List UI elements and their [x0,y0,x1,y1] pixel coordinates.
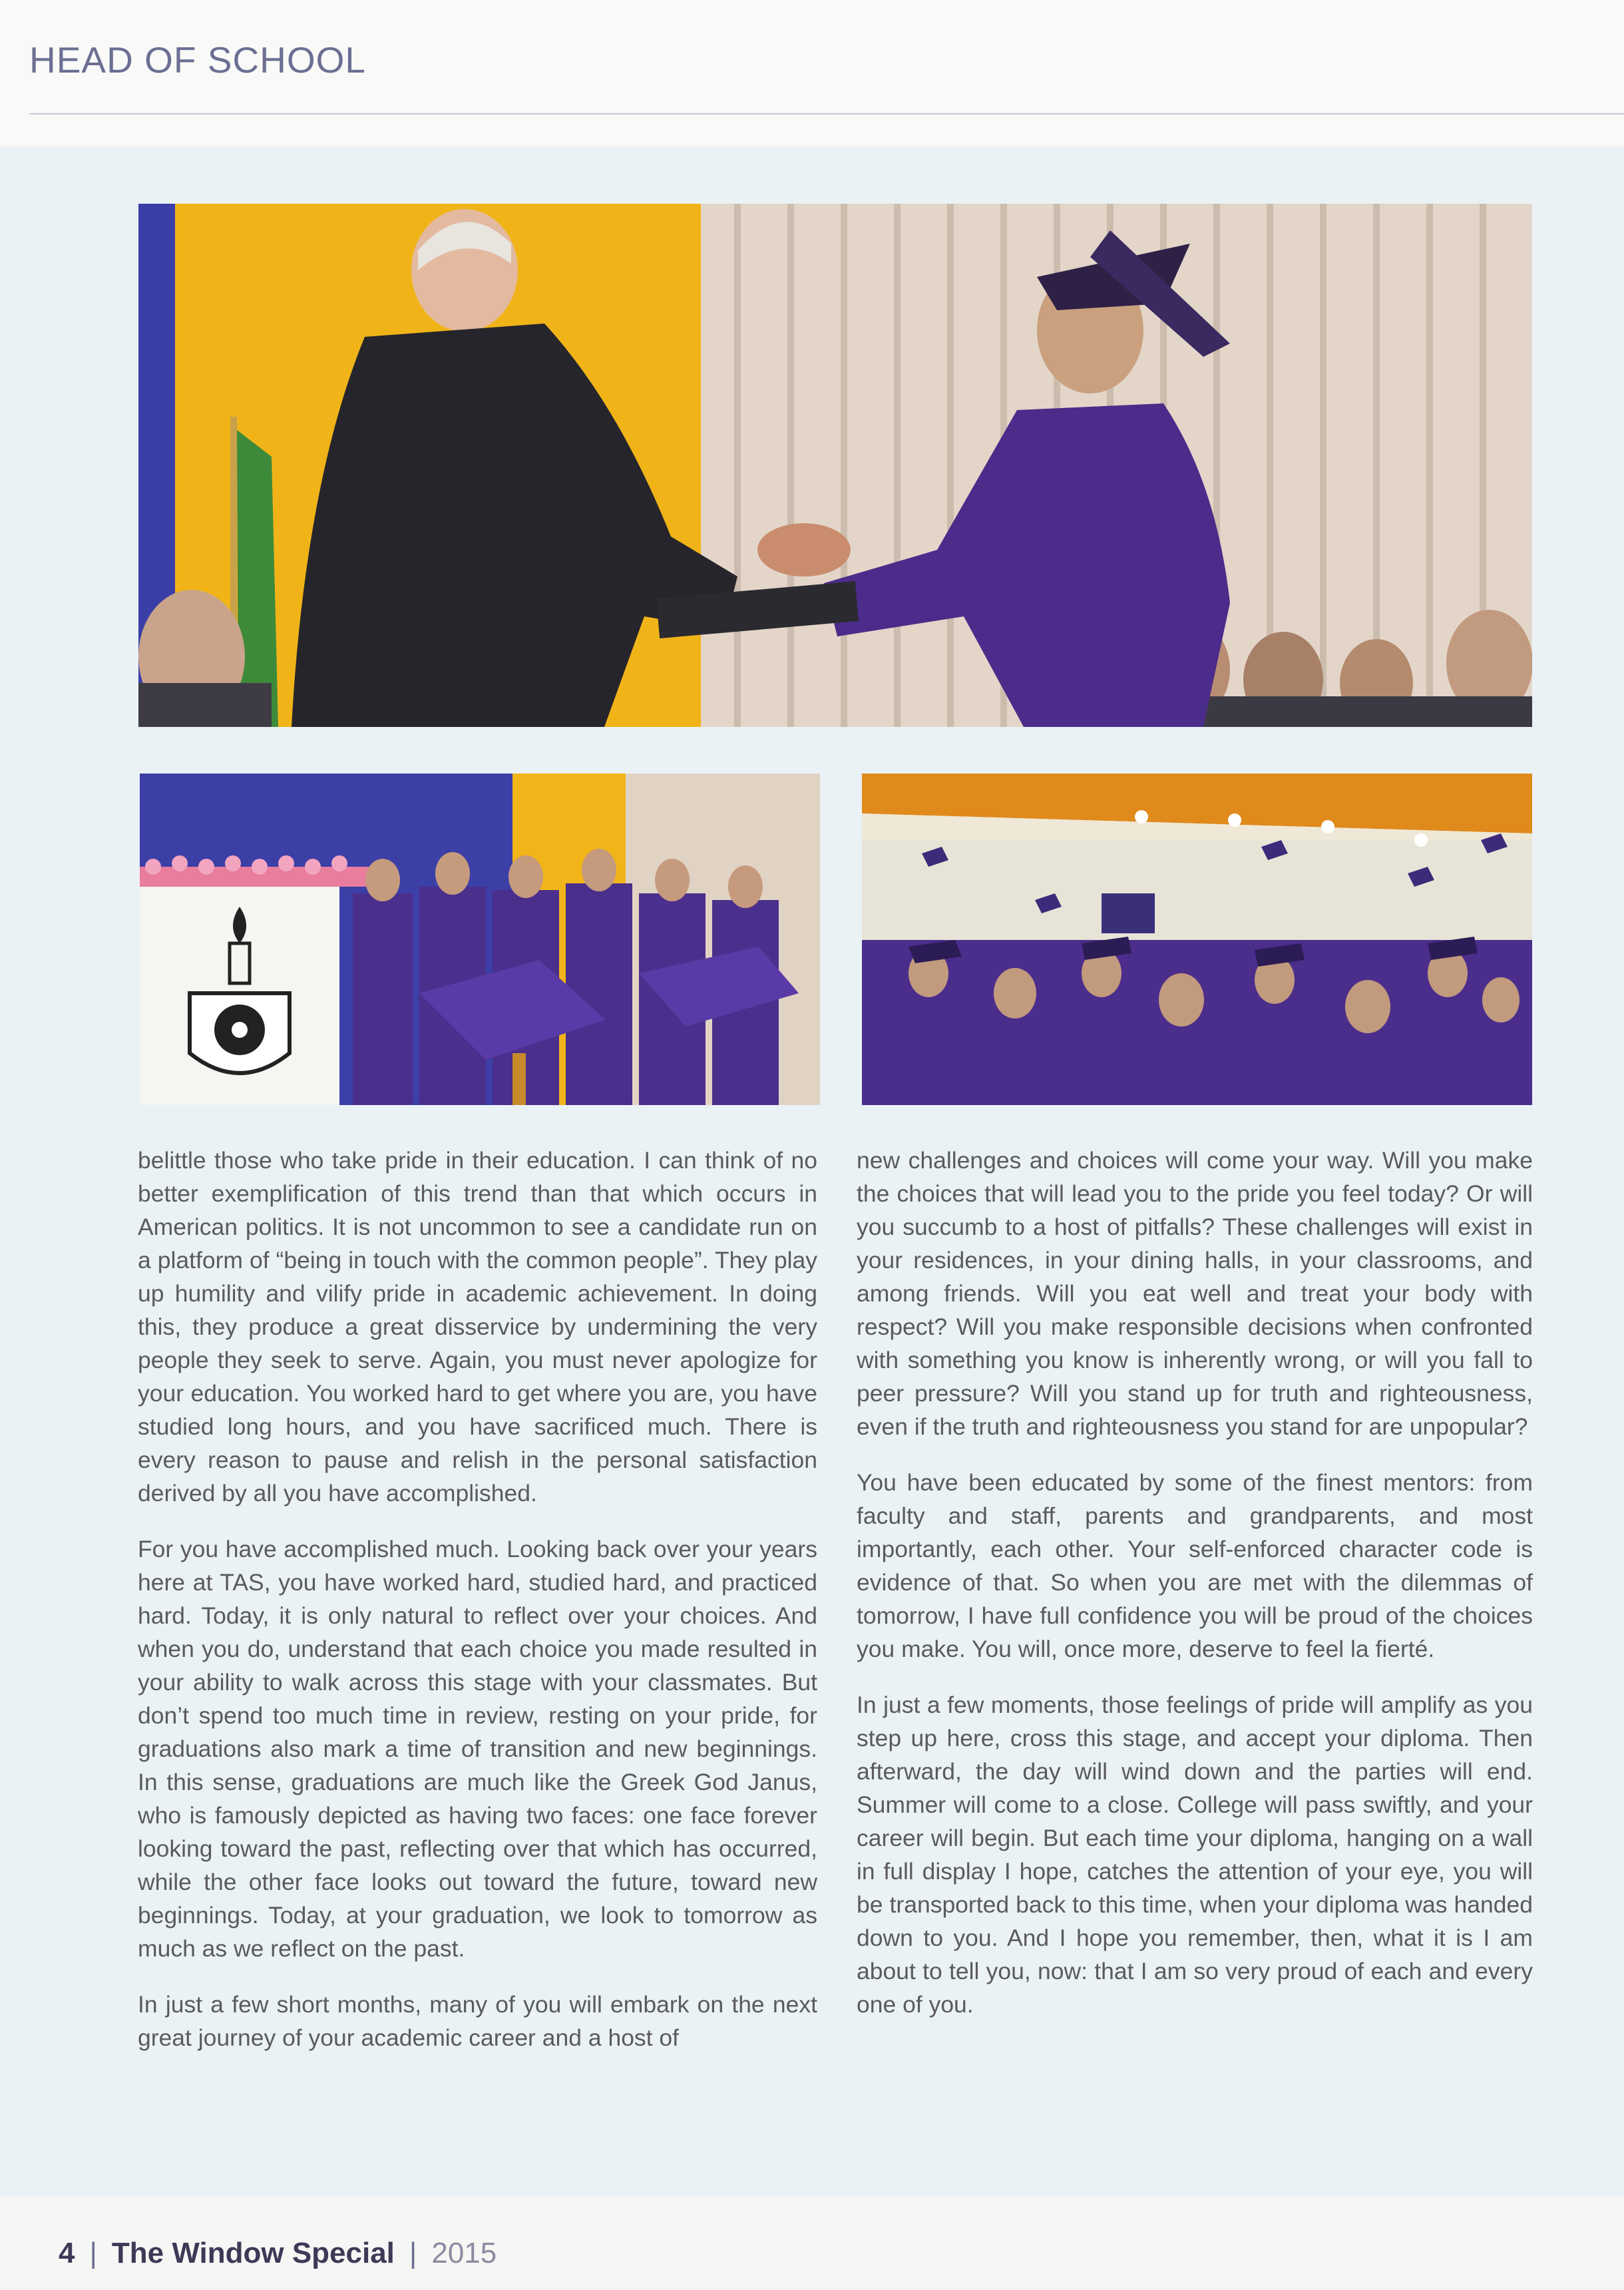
article-right-column [857,1144,1533,2044]
paragraph: For you have accomplished much. Looking back over your years here at TAS, you have worked hard, studied hard, and practiced hard. Today, it is only natural to reflect over your choices. And when you do, understand that each choice you made resulted in your ability to walk across this stage with your classmates. But don’t spend too much time in review, resting on your pride, for graduations also mark a time of transition and new beginnings. In this sense, graduations are much like the Greek God Janus, who is famously depicted as having two faces: one face forever looking toward the past, reflecting over that which has occurred, while the other face looks out toward the future, toward new beginnings. Today, at your graduation, we look to tomorrow as much as we reflect on the past. [138,1536,817,1962]
choir-image [140,774,820,1105]
publication-name: The Window Special [111,2237,395,2269]
celebration-image [862,774,1532,1105]
footer-separator: | [89,2237,97,2269]
article-left-column [138,1144,817,2077]
section-title: HEAD OF SCHOOL [29,39,367,81]
handshake-image [138,204,1532,727]
choir-photo [140,774,820,1105]
paragraph: You have been educated by some of the finest mentors: from faculty and staff, parents and grandparents, and most importantly, each other. Your self-enforced character code is evidence of that. So when you are met with the dilemmas of tomorrow, I have full confidence you will be proud of the choices you make. You will, once more, deserve to feel la fierté. [857,1469,1533,1662]
header-divider [29,113,1624,114]
paragraph: In just a few moments, those feelings of pride will amplify as you step up here, cross this stage, and accept your diploma. Then afterward, the day will wind down and the parties will end. Summer will come to a close. College will pass swiftly, and your career will begin. But each time your diploma, hanging on a wall in full display I hope, catches the attention of your eye, you will be transported back to this time, when your diploma was handed down to you. And I hope you remember, then, what it is I am about to tell you, now: that I am so very proud of each and every one of you. [857,1692,1533,2018]
celebration-photo [862,774,1532,1105]
publication-year: 2015 [431,2237,497,2269]
paragraph: belittle those who take pride in their education. I can think of no better exemplification of this trend than that which occurs in American politics. It is not uncommon to see a candidate run on a platform of “being in touch with the common people”. They play up humility and vilify pride in academic achievement. In doing this, they produce a great disservice by undermining the very people they seek to serve. Again, you must never apologize for your education. You worked hard to get where you are, you have studied long hours, and you have sacrificed much. There is every reason to pause and relish in the personal satisfaction derived by all you have accomplished. [138,1147,817,1506]
page-footer [59,2237,497,2270]
paragraph: In just a few short months, many of you will embark on the next great journey of your academic career and a host of [138,1991,817,2051]
paragraph: new challenges and choices will come your way. Will you make the choices that will lead you to the pride you feel today? Or will you succumb to a host of pitfalls? These challenges will exist in your residences, in your dining halls, in your classrooms, and among friends. Will you eat well and treat your body with respect? Will you make responsible decisions when confronted with something you know is inherently wrong, or will you fall to peer pressure? Will you stand up for truth and righteousness, even if the truth and righteousness you stand for are unpopular? [857,1147,1533,1440]
handshake-photo [138,204,1532,727]
footer-separator: | [409,2237,417,2269]
page-number: 4 [59,2237,75,2269]
